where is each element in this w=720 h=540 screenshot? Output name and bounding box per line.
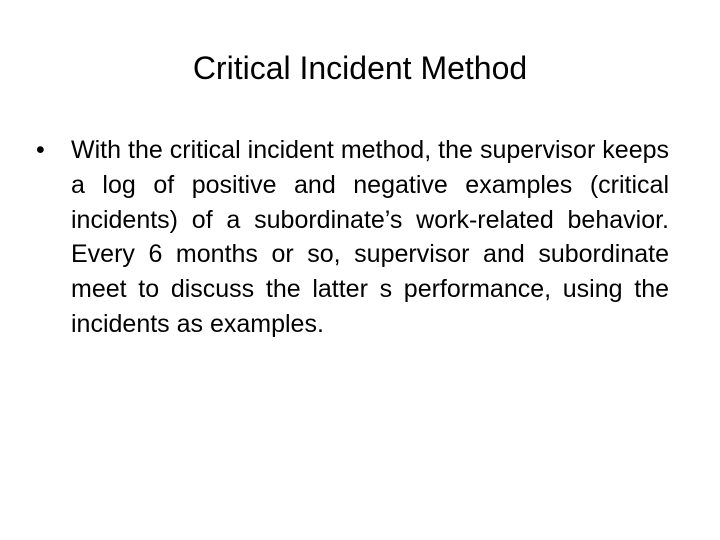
bullet-icon: • [36,136,45,164]
slide-title: Critical Incident Method [192,50,528,86]
bullet-text: With the critical incident method, the supervisor keeps a log of positive and negative examples (critical incidents) of a subordinate’s work-related behavior. Every 6 months or so, supervisor and subordinate meet to discuss the latter s performance, using the incidents as examples. [71,136,669,338]
bullet-item [36,133,669,342]
bullet-list [36,133,669,342]
